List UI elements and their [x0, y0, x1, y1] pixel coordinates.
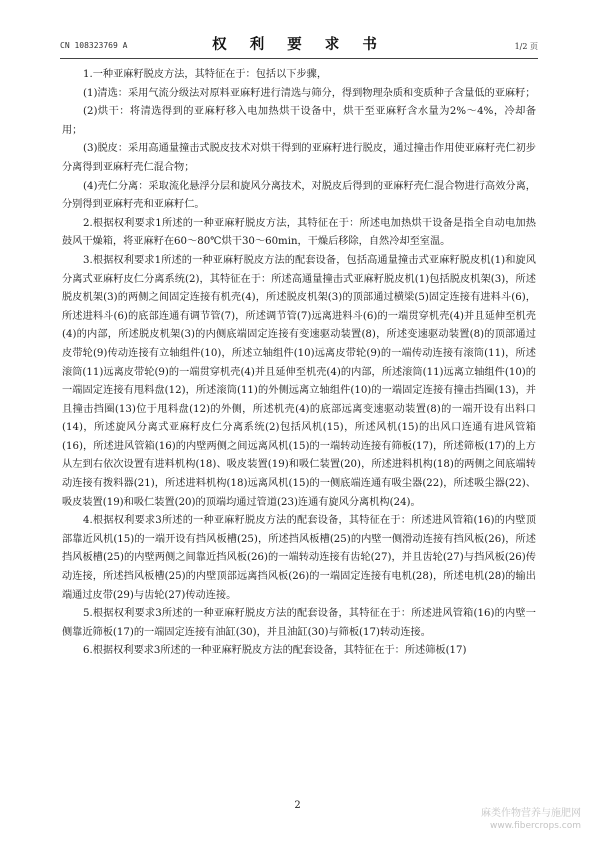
publication-number: CN 108323769 A [60, 41, 128, 50]
page-number: 2 [294, 800, 301, 811]
page-header [60, 27, 538, 55]
claim-1-intro: 1.一种亚麻籽脱皮方法，其特征在于：包括以下步骤， [83, 69, 328, 80]
document-title: 权 利 要 求 书 [212, 36, 386, 53]
claim-1-step-dehull: (3)脱皮：采用高通量撞击式脱皮技术对烘干得到的亚麻籽进行脱皮，通过撞击作用使亚麻籽壳仁初步分离得到亚麻籽壳仁混合物； [62, 143, 536, 173]
claim-2: 2.根据权利要求1所述的一种亚麻籽脱皮方法，其特征在于：所述电加热烘干设备是指全自动电加热鼓风干燥箱，将亚麻籽在60～80℃烘干30～60min，干燥后移除，自然冷却至室温。 [62, 217, 536, 248]
claim-3: 3.根据权利要求1所述的一种亚麻籽脱皮方法的配套设备，包括高通量撞击式亚麻籽脱皮机(1)和旋风分离式亚麻籽皮仁分离系统(2)，其特征在于：所述高通量撞击式亚麻籽脱皮机(1)包括脱皮机架(3)，所述脱皮机架(3)的两侧之间固定连接有机壳(4)，所述脱皮机架(3)的顶部通过横梁(5)固定连接有进料斗(6)，所述进料斗(6)的底部连通有调节管(7)，所述调节管(7)远离进料斗(6)的一端贯穿机壳(4)并且延伸至机壳(4)的内部，所述脱皮机架(3)的内侧底端固定连接有变速驱动装置(8)，所述变速驱动装置(8)的顶部通过皮带轮(9)传动连接有立轴组件(10)，所述立轴组件(10)远离皮带轮(9)的一端传动连接有滚筒(11)，所述滚筒(11)远离皮带轮(9)的一端贯穿机壳(4)并且延伸至机壳(4)的内部，所述滚筒(11)远离立轴组件(10)的一端固定连接有甩料盘(12)，所述滚筒(11)的外侧远离立轴组件(10)的一端固定连接有撞击挡圈(13)，并且撞击挡圈(13)位于甩料盘(12)的外侧，所述机壳(4)的底部远离变速驱动装置(8)的一端开设有出料口(14)，所述旋风分离式亚麻籽皮仁分离系统(2)包括风机(15)，所述风机(15)的出风口连通有进风管箱(16)，所述进风管箱(16)的内壁两侧之间远离风机(15)的一端转动连接有筛板(17)，所述筛板(17)的上方从左到右依次设置有进料机构(18)、吸皮装置(19)和吸仁装置(20)，所述进料机构(18)的两侧之间底端转动连接有拨料器(21)，所述进料机构(18)远离风机(15)的一侧底端连通有吸尘器(22)，所述吸尘器(22)、吸皮装置(19)和吸仁装置(20)的顶端均通过管道(23)连通有旋风分离机构(24)。 [62, 254, 536, 508]
claim-6: 6.根据权利要求3所述的一种亚麻籽脱皮方法的配套设备，其特征在于：所述筛板(17) [83, 645, 467, 657]
claim-1-step-dry: (2)烘干：将清选得到的亚麻籽移入电加热烘干设备中，烘干至亚麻籽含水量为2%～4%，冷却备用； [62, 106, 536, 136]
watermark [481, 807, 581, 833]
header-divider [60, 58, 538, 59]
watermark-url: www.fibercrops.com [490, 821, 581, 831]
claim-4: 4.根据权利要求3所述的一种亚麻籽脱皮方法的配套设备，其特征在于：所述进风管箱(16)的内壁顶部靠近风机(15)的一端开设有挡风板槽(25)，所述挡风板槽(25)的内壁一侧滑动连接有挡风板(26)，所述挡风板槽(25)的内壁两侧之间靠近挡风板(26)的一端转动连接有齿轮(27)，并且齿轮(27)与挡风板(26)传动连接，所述挡风板槽(25)的内壁顶部远离挡风板(26)的一端固定连接有电机(28)，所述电机(28)的输出端通过皮带(29)与齿轮(27)传动连接。 [62, 515, 536, 601]
claim-1-step-clean: (1)清选：采用气流分级法对原料亚麻籽进行清选与筛分，得到物理杂质和变质种子含量低的亚麻籽； [83, 87, 536, 99]
watermark-site-name: 麻类作物营养与施肥网 [481, 808, 581, 819]
page-indicator: 1/2 页 [514, 42, 538, 51]
claim-1-step-separate: (4)壳仁分离：采取流化悬浮分层和旋风分离技术，对脱皮后得到的亚麻籽壳仁混合物进行高效分离，分别得到亚麻籽壳和亚麻籽仁。 [62, 180, 536, 211]
claims-body [62, 66, 536, 661]
claim-5: 5.根据权利要求3所述的一种亚麻籽脱皮方法的配套设备，其特征在于：所述进风管箱(16)的内壁一侧靠近筛板(17)的一端固定连接有油缸(30)，并且油缸(30)与筛板(17)转动连接。 [62, 608, 536, 638]
